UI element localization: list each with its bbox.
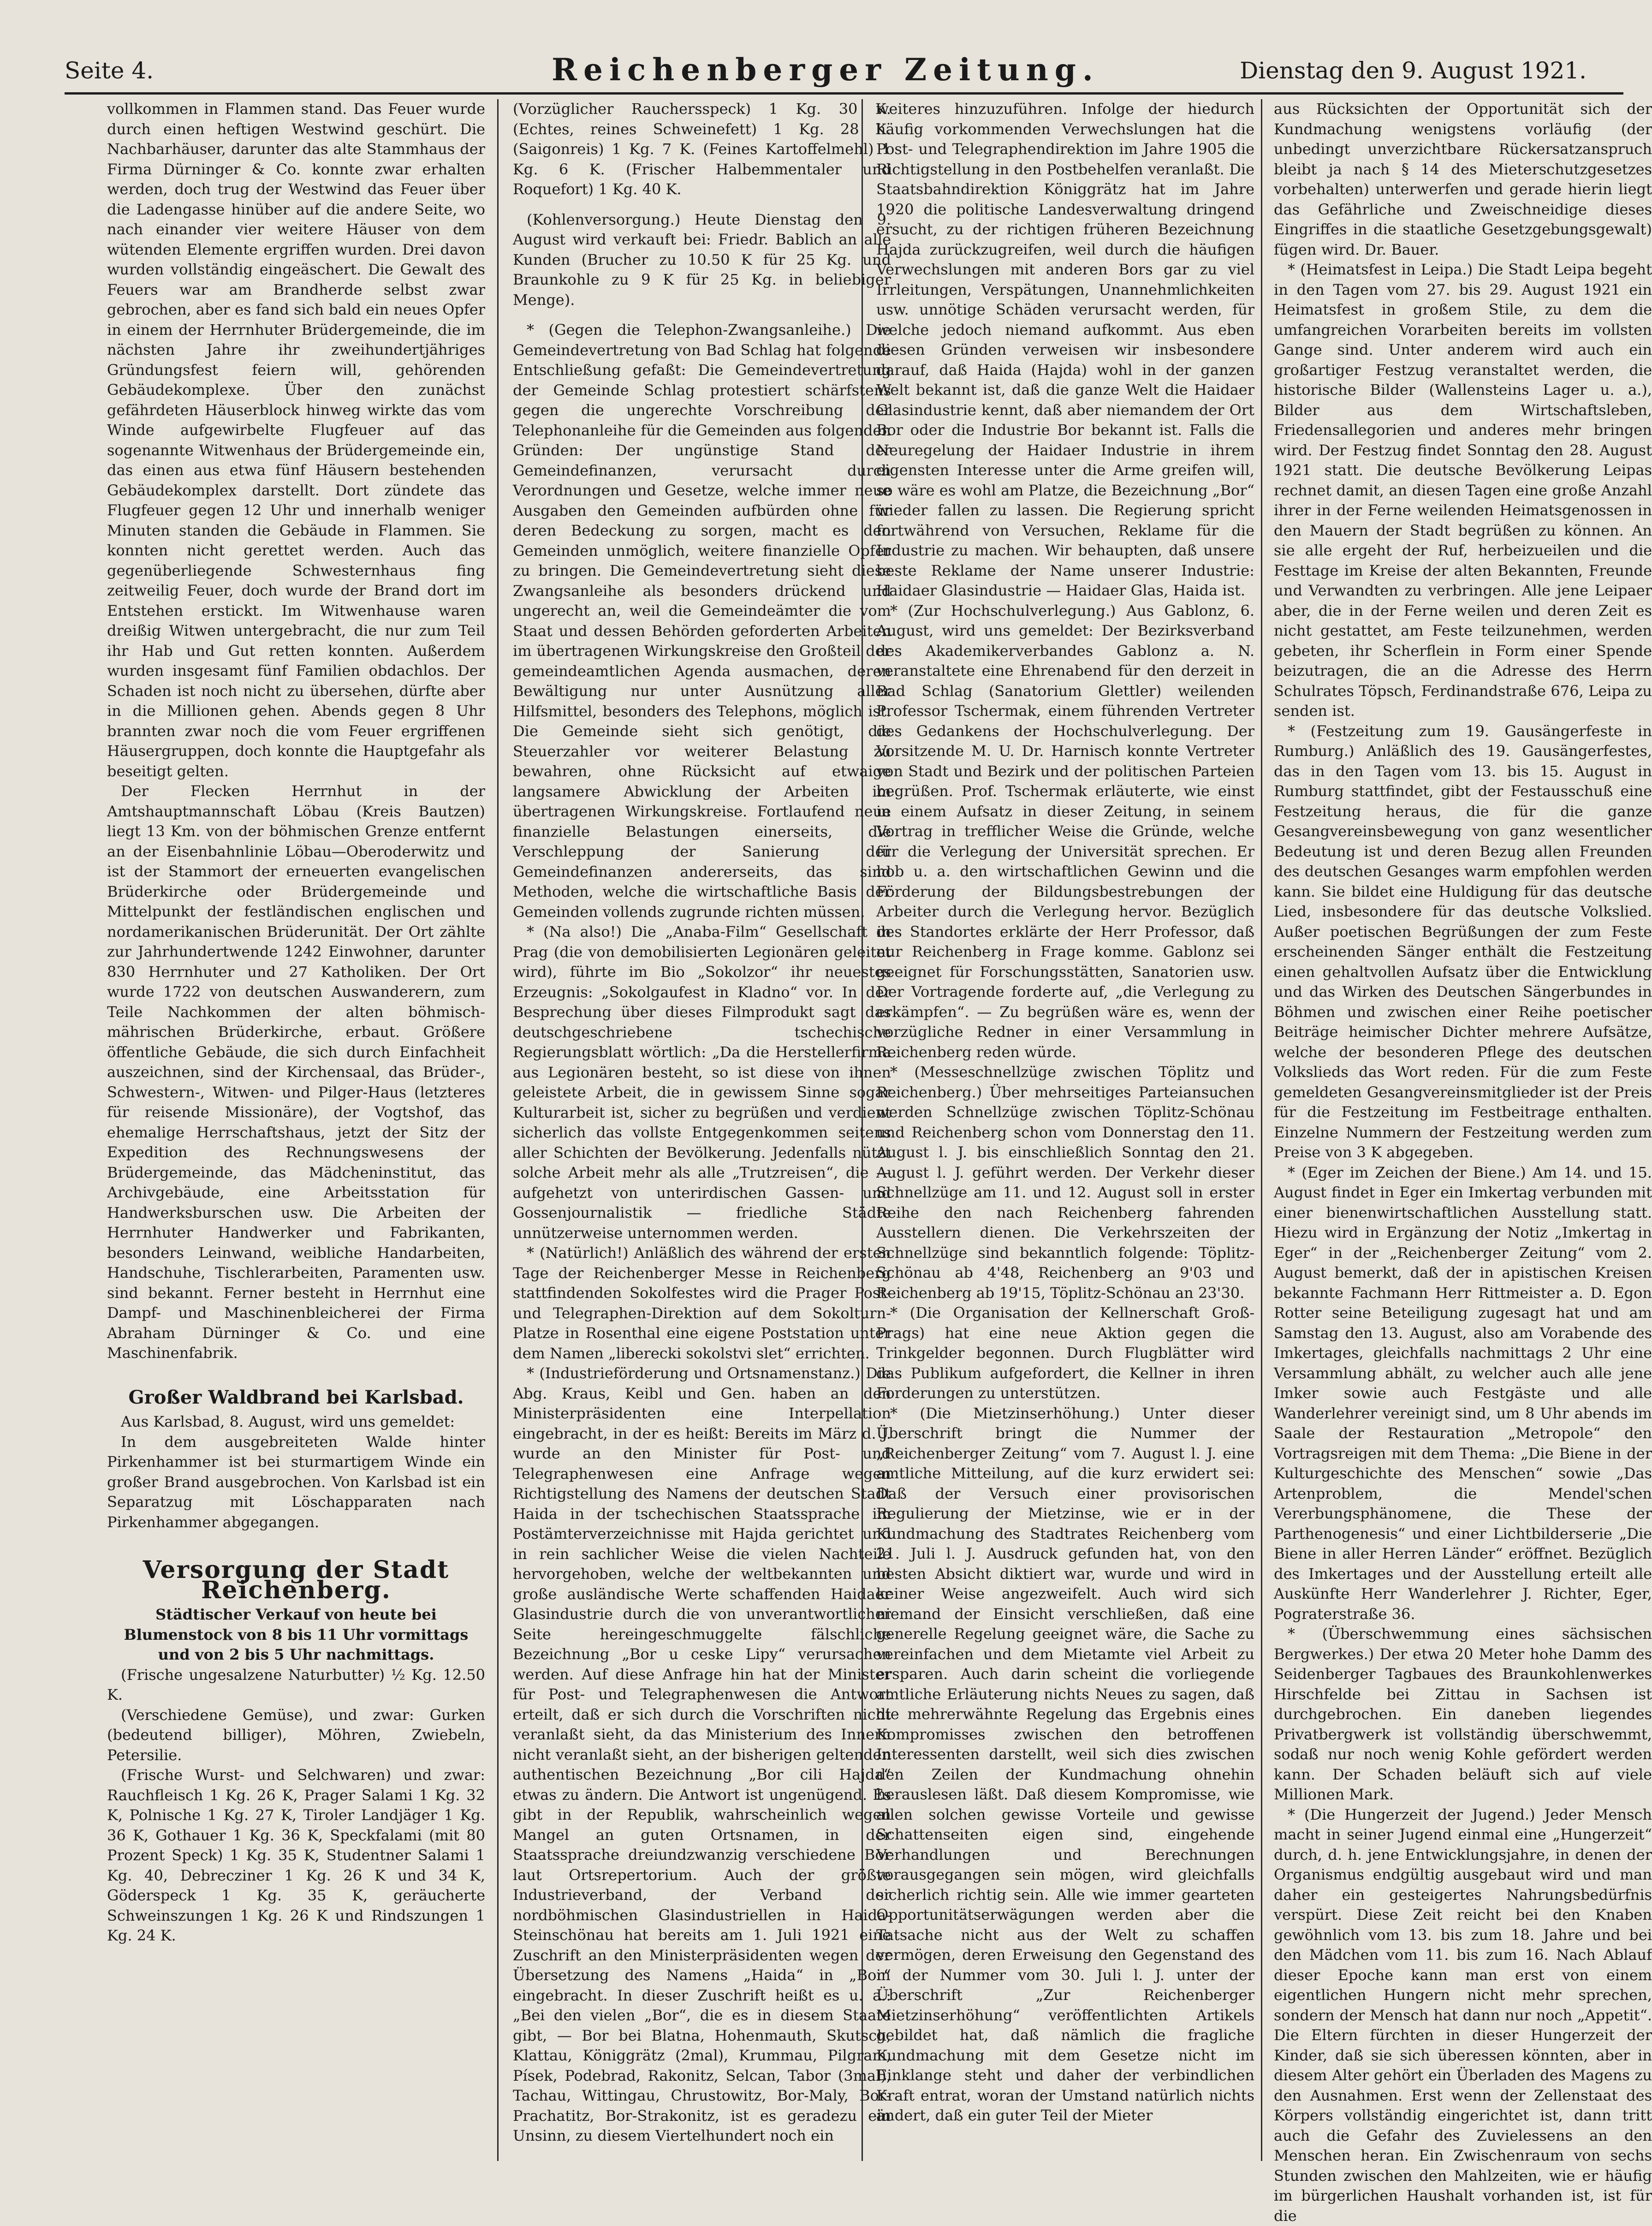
section-heading: Versorgung der Stadt Reichenberg. (107, 1560, 485, 1600)
article-paragraph: * (Eger im Zeichen der Biene.) Am 14. und 15. August findet in Eger ein Imkertag verbunden mit einer bienenwirtschaftlichen Ausstellung statt. Hiezu wird in Ergänzung der Notiz „Imkertag in Eger“ in der „Reichenberger Zeitung“ vom 2. August bemerkt, daß der in apistischen Kreisen bekannte Fachmann Herr Rittmeister a. D. Egon Rotter seine Beteiligung zugesagt hat und am Samstag den 13. August, also am Vorabende des Imkertages, gleichfalls nachmittags 2 Uhr eine Versammlung abhält, zu welcher auch alle jene Imker sowie auch Festgäste und alle Wanderlehrer vereinigt sind, um 8 Uhr abends im Saale der Restauration „Metropole“ den Vortragsreigen mit dem Thema: „Die Biene in der Kulturgeschichte des Menschen“ sowie „Das Artenproblem, die Mendel'schen Vererbungsphänomene, die These der Parthenogenesis“ und einer Lichtbilderserie „Die Biene in aller Herren Länder“ eröffnet. Bezüglich des Imkertages und der Ausstellung erteilt alle Auskünfte Herr Wanderlehrer J. Richter, Eger, Pograterstraße 36. (1274, 1163, 1652, 1625)
article-paragraph: In dem ausgebreiteten Walde hinter Pirkenhammer ist bei sturmartigem Winde ein großer Brand ausgebrochen. Von Karlsbad ist ein Separatzug mit Löschapparaten nach Pirkenhammer abgegangen. (107, 1432, 485, 1533)
article-paragraph: * (Na also!) Die „Anaba-Film“ Gesellschaft in Prag (die von demobilisierten Legionären geleitet wird), führte im Bio „Sokolzor“ ihr neuestes Erzeugnis: „Sokolgaufest in Kladno“ vor. In der Besprechung über dieses Filmprodukt sagt das deutschgeschriebene tschechische Regierungsblatt wörtlich: „Da die Herstellerfirma aus Legionären besteht, so ist diese von ihnen geleistete Arbeit, die in gewissem Sinne sogar Kulturarbeit ist, sicher zu begrüßen und verdient sicherlich das vollste Entgegenkommen seitens aller Schichten der Bevölkerung. Jedenfalls nützt solche Arbeit mehr als alle „Trutzreisen“, die — aufgehetzt von unterirdischen Gassen- und Gossenjournalistik — friedliche Städte unnützerweise unternommen werden. (513, 922, 891, 1243)
page-header (65, 52, 1587, 93)
article-paragraph: * (Festzeitung zum 19. Gausängerfeste in Rumburg.) Anläßlich des 19. Gausängerfestes, das in den Tagen vom 13. bis 15. August in Rumburg stattfindet, gibt der Festausschuß eine Festzeitung heraus, die für die ganze Gesangvereinsbewegung von ganz wesentlicher Bedeutung ist und deren Bezug allen Freunden des deutschen Gesanges warm empfohlen werden kann. Sie bildet eine Huldigung für das deutsche Lied, insbesondere für das deutsche Volkslied. Außer poetischen Begrüßungen der zum Feste erscheinenden Sänger enthält die Festzeitung einen gehaltvollen Aufsatz über die Entwicklung und das Wirken des Deutschen Sängerbundes in Böhmen und zwischen einer Reihe poetischer Beiträge heimischer Dichter mehrere Aufsätze, welche der besonderen Pflege des deutschen Volkslieds das Wort reden. Für die zum Feste gemeldeten Gesangvereinsmitglieder ist der Preis für die Festzeitung im Festbeitrage enthalten. Einzelne Nummern der Festzeitung werden zum Preise von 3 K abgegeben. (1274, 721, 1652, 1163)
column-divider (497, 99, 499, 2161)
issue-date: Dienstag den 9. August 1921. (1240, 57, 1587, 84)
article-paragraph: * (Heimatsfest in Leipa.) Die Stadt Leipa begeht in den Tagen vom 27. bis 29. August 1921 ein Heimatsfest in großem Stile, zu dem die umfangreichen Vorarbeiten bereits im vollsten Gange sind. Unter anderem wird auch ein großartiger Festzug veranstaltet werden, die historische Bilder (Wallensteins Lager u. a.), Bilder aus dem Wirtschaftsleben, Friedensallegorien und anderes mehr bringen wird. Der Festzug findet Sonntag den 28. August 1921 statt. Die deutsche Bevölkerung Leipas rechnet damit, an diesen Tagen eine große Anzahl ihrer in der Ferne weilenden Heimatsgenossen in den Mauern der Stadt begrüßen zu können. An sie alle ergeht der Ruf, herbeizueilen und die Festtage im Kreise der alten Bekannten, Freunde und Verwandten zu verbringen. Alle jene Leipaer aber, die in der Ferne weilen und deren Zeit es nicht gestattet, am Feste teilzunehmen, werden gebeten, ihr Scherflein in Form einer Spende beizutragen, die an die Adresse des Herrn Schulrates Töpsch, Ferdinandstraße 676, Leipa zu senden ist. (1274, 260, 1652, 721)
article-paragraph: aus Rücksichten der Opportunität sich der Kundmachung wenigstens vorläufig (der unbedingt unverzichtbare Rückersatzanspruch bleibt ja nach § 14 des Mieterschutzgesetzes vorbehalten) unterwerfen und gerade hierin liegt das Gefährliche und Zweischneidige dieses Eingriffes in die staatliche Gesetzgebungsgewalt) fügen wird. Dr. Bauer. (1274, 99, 1652, 260)
notice-paragraph: (Vorzüglicher Rauchersspeck) 1 Kg. 30 K. (Echtes, reines Schweinefett) 1 Kg. 28 K. (Saigonreis) 1 Kg. 7 K. (Feines Kartoffelmehl) 1 Kg. 6 K. (Frischer Halbemmentaler und Roquefort) 1 Kg. 40 K. (513, 99, 891, 200)
article-paragraph: * (Messeschnellzüge zwischen Töplitz und Reichenberg.) Über mehrseitiges Parteiansuchen werden Schnellzüge zwischen Töplitz-Schönau und Reichenberg schon vom Donnerstag den 11. August l. J. bis einschließlich Sonntag den 21. August l. J. geführt werden. Der Verkehr dieser Schnellzüge am 11. und 12. August soll in erster Reihe den nach Reichenberg fahrenden Ausstellern dienen. Die Verkehrszeiten der Schnellzüge sind bekanntlich folgende: Töplitz-Schönau ab 4'48, Reichenberg an 9'03 und Reichenberg ab 19'15, Töplitz-Schönau an 23'30. (876, 1062, 1254, 1303)
notice-paragraph: (Frische Wurst- und Selchwaren) und zwar: Rauchfleisch 1 Kg. 26 K, Prager Salami 1 Kg. 32 K, Polnische 1 Kg. 27 K, Tiroler Landjäger 1 Kg. 36 K, Gothauer 1 Kg. 36 K, Speckfalami (mit 80 Prozent Speck) 1 Kg. 35 K, Studentner Salami 1 Kg. 40, Debrecziner 1 Kg. 26 K und 34 K, Göderspeck 1 Kg. 35 K, geräucherte Schweinszungen 1 Kg. 26 K und Rindszungen 1 Kg. 24 K. (107, 1765, 485, 1946)
section-heading: Großer Waldbrand bei Karlsbad. (107, 1387, 485, 1408)
notice-paragraph: (Kohlenversorgung.) Heute Dienstag den 9. August wird verkauft bei: Friedr. Bablich an alle Kunden (Brucher zu 10.50 K für 25 Kg. und Braunkohle zu 9 K für 25 Kg. in beliebiger Menge). (513, 210, 891, 310)
article-paragraph: Der Flecken Herrnhut in der Amtshauptmannschaft Löbau (Kreis Bautzen) liegt 13 Km. von der böhmischen Grenze entfernt an der Eisenbahnlinie Löbau—Oberoderwitz und ist der Stammort der erneuerten evangelischen Brüderkirche oder Brüdergemeinde und Mittelpunkt der festländischen englischen und nordamerikanischen Brüderunität. Der Ort zählte zur Jahrhundertwende 1242 Einwohner, darunter 830 Herrnhuter und 27 Katholiken. Der Ort wurde 1722 von deutschen Auswanderern, zum Teile Nachkommen der alten böhmisch-mährischen Brüderkirche, erbaut. Größere öffentliche Gebäude, die sich durch Einfachheit auszeichnen, sind der Kirchensaal, das Brüder-, Schwestern-, Witwen- und Pilger-Haus (letzteres für reisende Missionäre), der Vogtshof, das ehemalige Herrschaftshaus, jetzt der Sitz der Expedition des Rechnungswesens der Brüdergemeinde, das Mädcheninstitut, das Archivgebäude, eine Arbeitsstation für Handwerksburschen usw. Die Arbeiten der Herrnhuter Handwerker und Fabrikanten, besonders Leinwand, weibliche Handarbeiten, Handschuhe, Tischlerarbeiten, Paramenten usw. sind bekannt. Ferner besteht in Herrnhut eine Dampf- und Maschinenbleicherei der Firma Abraham Dürninger & Co. und eine Maschinenfabrik. (107, 781, 485, 1363)
article-paragraph: vollkommen in Flammen stand. Das Feuer wurde durch einen heftigen Westwind geschürt. Die Nachbarhäuser, darunter das alte Stammhaus der Firma Dürninger & Co. konnte zwar erhalten werden, doch trug der Westwind das Feuer über die Ladengasse hinüber auf die andere Seite, wo nach einander vier weitere Häuser von dem wütenden Elemente ergriffen wurden. Drei davon wurden vollständig eingeäschert. Die Gewalt des Feuers war am Brandherde selbst zwar gebrochen, aber es fand sich bald ein neues Opfer in einem der Herrnhuter Brüdergemeinde, die im nächsten Jahre ihr zweihundertjähriges Gründungsfest feiern will, gehörenden Gebäudekomplexe. Über den zunächst gefährdeten Häuserblock hinweg wirkte das vom Winde aufgewirbelte Flugfeuer auf das sogenannte Witwenhaus der Brüdergemeinde ein, das einen aus etwa fünf Häusern bestehenden Gebäudekomplex darstellt. Dort zündete das Flugfeuer gegen 12 Uhr und innerhalb weniger Minuten standen die Gebäude in Flammen. Sie konnten nicht gerettet werden. Auch das gegenüberliegende Schwesternhaus fing zeitweilig Feuer, doch wurde der Brand dort im Entstehen erstickt. Im Witwenhause waren dreißig Witwen untergebracht, die nur zum Teil ihr Hab und Gut retten konnten. Außerdem wurden insgesamt fünf Familien obdachlos. Der Schaden ist noch nicht zu übersehen, dürfte aber in die Millionen gehen. Abends gegen 8 Uhr brannten zwar noch die vom Feuer ergriffenen Häusergruppen, doch konnte die Hauptgefahr als beseitigt gelten. (107, 99, 485, 781)
article-paragraph: * (Die Organisation der Kellnerschaft Groß-Prags) hat eine neue Aktion gegen die Trinkgelder begonnen. Durch Flugblätter wird das Publikum aufgefordert, die Kellner in ihren Forderungen zu unterstützen. (876, 1303, 1254, 1404)
column-3 (876, 99, 1254, 2161)
column-2 (513, 99, 891, 2161)
notice-paragraph: Städtischer Verkauf von heute bei Blumenstock von 8 bis 11 Uhr vormittags und von 2 bis 5 Uhr nachmittags. (107, 1605, 485, 1665)
article-paragraph: * (Die Mietzinserhöhung.) Unter dieser Überschrift bringt die Nummer der „Reichenberger Zeitung“ vom 7. August l. J. eine amtliche Mitteilung, auf die kurz erwidert sei: Daß der Versuch einer provisorischen Regulierung der Mietzinse, wie er in der Kundmachung des Stadtrates Reichenberg vom 21. Juli l. J. Ausdruck gefunden hat, von den besten Absicht diktiert war, wurde und wird in keiner Weise angezweifelt. Auch wird sich niemand der Einsicht verschließen, daß eine generelle Regelung geeignet wäre, die Sache zu vereinfachen und dem Mietamte viel Arbeit zu ersparen. Auch darin scheint die vorliegende amtliche Erläuterung nichts Neues zu sagen, daß die mehrerwähnte Regelung das Ergebnis eines Kompromisses zwischen den betroffenen Interessenten darstellt, weil sich dies zwischen den Zeilen der Kundmachung ohnehin herauslesen läßt. Daß diesem Kompromisse, wie allen solchen gewisse Vorteile und gewisse Schattenseiten eigen sind, eingehende Verhandlungen und Berechnungen vorausgegangen sein mögen, wird gleichfalls sicherlich richtig sein. Alle wie immer gearteten Opportunitätserwägungen werden aber die Tatsache nicht aus der Welt zu schaffen vermögen, deren Erweisung den Gegenstand des in der Nummer vom 30. Juli l. J. unter der Überschrift „Zur Reichenberger Mietzinserhöhung“ veröffentlichten Artikels gebildet hat, daß nämlich die fragliche Kundmachung mit dem Gesetze nicht im Einklange steht und daher der verbindlichen Kraft entrat, woran der Umstand natürlich nichts ändert, daß ein guter Teil der Mieter (876, 1404, 1254, 2126)
article-paragraph: weiteres hinzuzuführen. Infolge der hiedurch häufig vorkommenden Verwechslungen hat die Post- und Telegraphendirektion im Jahre 1905 die Richtigstellung in den Postbehelfen veranlaßt. Die Staatsbahndirektion Königgrätz hat im Jahre 1920 die politische Landesverwaltung dringend ersucht, zu der richtigen früheren Bezeichnung Hajda zurückzugreifen, weil durch die häufigen Verwechslungen mit anderen Bors gar zu viel Irrleitungen, Verspätungen, Unannehmlichkeiten usw. unnötige Schäden verursacht werden, für welche jedoch niemand aufkommt. Aus eben diesen Gründen verweisen wir insbesondere darauf, daß Haida (Hajda) wohl in der ganzen Welt bekannt ist, daß die ganze Welt die Haidaer Glasindustrie kennt, daß aber niemandem der Ort Bor oder die Industrie Bor bekannt ist. Falls die Neuregelung der Haidaer Industrie in ihrem eigensten Interesse unter die Arme greifen will, so wäre es wohl am Platze, die Bezeichnung „Bor“ wieder fallen zu lassen. Die Regierung spricht fortwährend von Versuchen, Reklame für die Industrie zu machen. Wir behaupten, daß unsere beste Reklame der Name unserer Industrie: Haidaer Glasindustrie — Haidaer Glas, Haida ist. (876, 99, 1254, 601)
article-paragraph: * (Überschwemmung eines sächsischen Bergwerkes.) Der etwa 20 Meter hohe Damm des Seidenberger Tagbaues des Braunkohlenwerkes Hirschfelde bei Zittau in Sachsen ist durchgebrochen. Ein daneben liegendes Privatbergwerk ist vollständig überschwemmt, sodaß nur noch wenig Kohle gefördert werden kann. Der Schaden beläuft sich auf viele Millionen Mark. (1274, 1624, 1652, 1805)
article-paragraph: * (Natürlich!) Anläßlich des während der ersten Tage der Reichenberger Messe in Reichenberg stattfindenden Sokolfestes wird die Prager Post- und Telegraphen-Direktion auf dem Sokolturn-Platze in Rosenthal eine eigene Poststation unter dem Namen „liberecki sokolstvi slet“ errichten. (513, 1243, 891, 1363)
header-rule (65, 92, 1623, 95)
article-paragraph: * (Die Hungerzeit der Jugend.) Jeder Mensch macht in seiner Jugend einmal eine „Hungerzeit“ durch, d. h. jene Entwicklungsjahre, in denen der Organismus endgültig ausgebaut wird und man daher ein gesteigertes Nahrungsbedürfnis verspürt. Diese Zeit reicht bei den Knaben gewöhnlich vom 13. bis zum 18. Jahre und bei den Mädchen vom 11. bis zum 16. Nach Ablauf dieser Epoche kann man erst von einem eigentlichen Hungern nicht mehr sprechen, sondern der Mensch hat dann nur noch „Appetit“. Die Eltern fürchten in dieser Hungerzeit der Kinder, daß sie sich überessen könnten, aber in diesem Alter gehört ein Überladen des Magens zu den Ausnahmen. Erst wenn der Zellenstaat des Körpers vollständig eingerichtet ist, dann tritt auch die Gefahr des Zuvielessens an den Menschen heran. Ein Zwischenraum von sechs Stunden zwischen den Mahlzeiten, wie er häufig im bürgerlichen Haushalt vorhanden ist, ist für die (1274, 1805, 1652, 2226)
article-paragraph: * (Zur Hochschulverlegung.) Aus Gablonz, 6. August, wird uns gemeldet: Der Bezirksverband des Akademikerverbandes Gablonz a. N. veranstaltete eine Ehrenabend für den derzeit in Bad Schlag (Sanatorium Glettler) weilenden Professor Tschermak, einem führenden Vertreter des Gedankens der Hochschulverlegung. Der Vorsitzende M. U. Dr. Harnisch konnte Vertreter von Stadt und Bezirk und der politischen Parteien begrüßen. Prof. Tschermak erläuterte, wie einst in einem Aufsatz in dieser Zeitung, in seinem Vortrag in trefflicher Weise die Gründe, welche für die Verlegung der Universität sprechen. Er hob u. a. den wirtschaftlichen Gewinn und die Förderung der Bildungsbestrebungen der Arbeiter durch die Verlegung hervor. Bezüglich des Standortes erklärte der Herr Professor, daß nur Reichenberg in Frage komme. Gablonz sei geeignet für Forschungsstätten, Sanatorien usw. Der Vortragende forderte auf, „die Verlegung zu erkämpfen“. — Zu begrüßen wäre es, wenn der vorzügliche Redner in einer Versammlung in Reichenberg reden würde. (876, 601, 1254, 1063)
column-1 (107, 99, 485, 2161)
column-4 (1274, 99, 1652, 2161)
article-paragraph: * (Gegen die Telephon-Zwangsanleihe.) Die Gemeindevertretung von Bad Schlag hat folgende Entschließung gefaßt: Die Gemeindevertretung der Gemeinde Schlag protestiert schärfstens gegen die ungerechte Vorschreibung der Telephonanleihe für die Gemeinden aus folgenden Gründen: Der ungünstige Stand der Gemeindefinanzen, verursacht durch Verordnungen und Gesetze, welche immer neue Ausgaben den Gemeinden aufbürden ohne für deren Bedeckung zu sorgen, macht es den Gemeinden unmöglich, weitere finanzielle Opfer zu bringen. Die Gemeindevertretung sieht diese Zwangsanleihe als besonders drückend und ungerecht an, weil die Gemeindeämter die vom Staat und dessen Behörden geforderten Arbeiten im übertragenen Wirkungskreise den Großteil der gemeindeamtlichen Agenda ausmachen, deren Bewältigung nur unter Ausnützung aller Hilfsmittel, besonders des Telephons, möglich ist. Die Gemeinde sieht sich genötigt, die Steuerzahler vor weiterer Belastung zu bewahren, ohne Rücksicht auf etwaige langsamere Abwicklung der Arbeiten im übertragenen Wirkungskreise. Fortlaufend neue finanzielle Belastungen einerseits, die Verschleppung der Sanierung der Gemeindefinanzen andererseits, das sind Methoden, welche die wirtschaftliche Basis der Gemeinden vollends zugrunde richten müssen. (513, 320, 891, 922)
column-divider (1261, 99, 1262, 2161)
masthead-title: Reichenberger Zeitung. (65, 52, 1587, 88)
article-paragraph: * (Industrieförderung und Ortsnamenstanz.) Die Abg. Kraus, Keibl und Gen. haben an den Ministerpräsidenten eine Interpellation eingebracht, in der es heißt: Bereits im März d. J. wurde an den Minister für Post- und Telegraphenwesen eine Anfrage wegen Richtigstellung des Namens der deutschen Stadt Haida in der tschechischen Staatssprache im Postämterverzeichnisse mit Hajda gerichtet und in rein sachlicher Weise die vielen Nachteile hervorgehoben, welche der weltbekannten und große ausländische Werte schaffenden Haidaer Glasindustrie durch die von unverantwortlicher Seite hereingeschmuggelte fälschliche Bezeichnung „Bor u ceske Lipy“ verursachen werden. Auf diese Anfrage hin hat der Minister für Post- und Telegraphenwesen die Antwort erteilt, daß er sich durch die Vorschriften nicht veranlaßt sieht, da das Ministerium des Innern nicht veranlaßt sieht, an der bisherigen geltenden authentischen Bezeichnung „Bor cili Hajda“ etwas zu ändern. Die Antwort ist ungenügend. Es gibt in der Republik, wahrscheinlich wegen Mangel an guten Ortsnamen, in der Staatssprache dreiundzwanzig verschiedene Bor laut Ortsrepertorium. Auch der größte Industrieverband, der Verband der nordböhmischen Glasindustriellen in Haida-Steinschönau hat bereits am 1. Juli 1921 eine Zuschrift an den Ministerpräsidenten wegen der Übersetzung des Namens „Haida“ in „Bor“ eingebracht. In dieser Zuschrift heißt es u. a.: „Bei den vielen „Bor“, die es in diesem Staate gibt, — Bor bei Blatna, Hohenmauth, Skutsch, Klattau, Königgrätz (2mal), Krummau, Pilgram, Písek, Podebrad, Rakonitz, Selcan, Tabor (3mal), Tachau, Wittingau, Chrustowitz, Bor-Maly, Bor-Prachatitz, Bor-Strakonitz, ist es geradezu ein Unsinn, zu diesem Viertelhundert noch ein (513, 1363, 891, 2146)
notice-paragraph: (Verschiedene Gemüse), und zwar: Gurken (bedeutend billiger), Möhren, Zwiebeln, Petersilie. (107, 1705, 485, 1766)
page-number: Seite 4. (65, 57, 154, 84)
article-paragraph: Aus Karlsbad, 8. August, wird uns gemeldet: (107, 1412, 485, 1432)
notice-paragraph: (Frische ungesalzene Naturbutter) ½ Kg. 12.50 K. (107, 1665, 485, 1705)
